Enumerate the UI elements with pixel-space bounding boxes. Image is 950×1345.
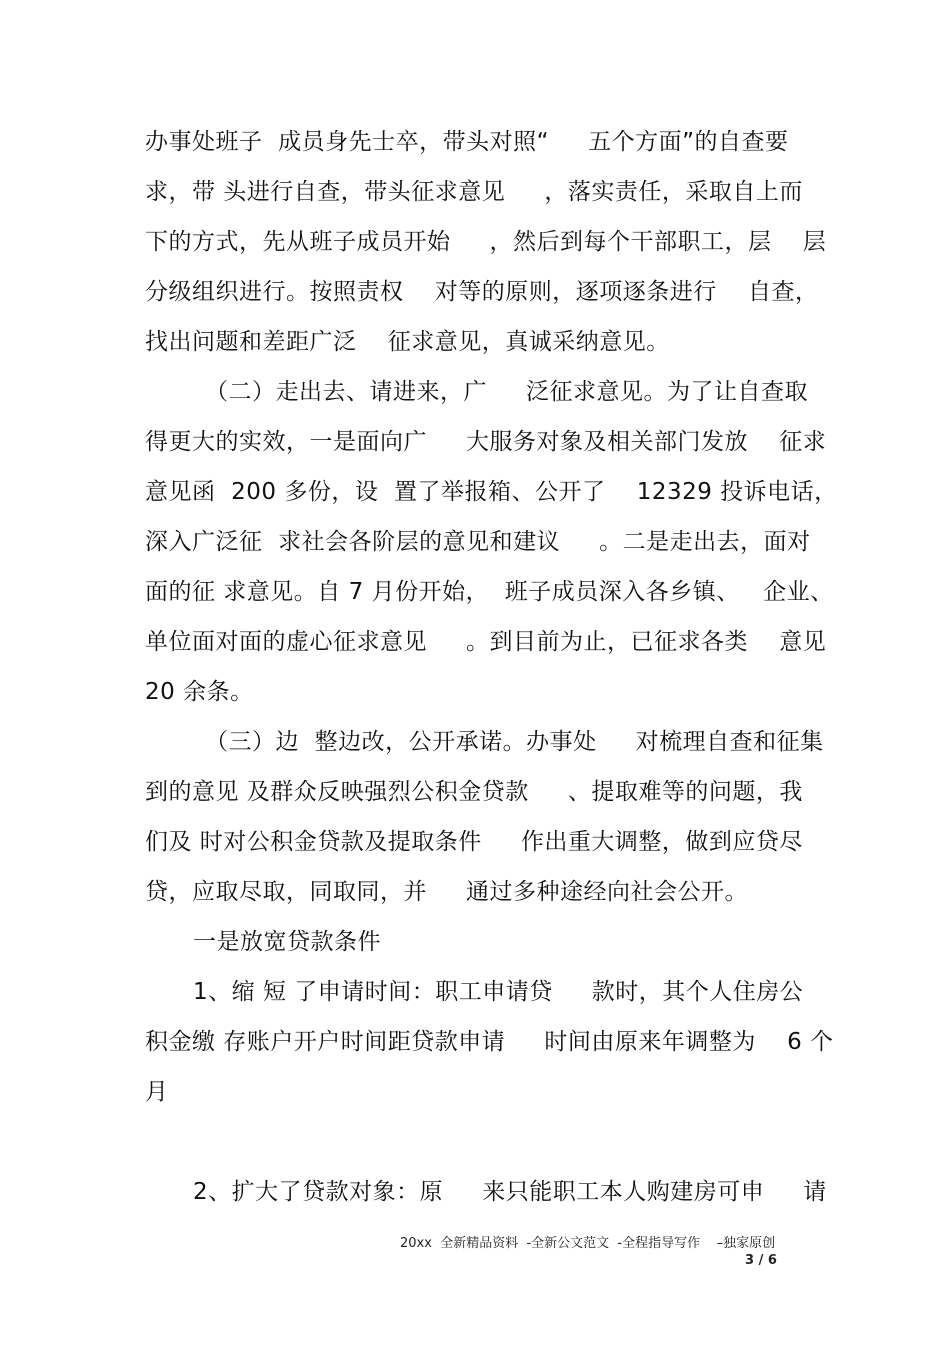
paragraph-line: 找出问题和差距广泛 征求意见，真诚采纳意见。 — [145, 329, 670, 355]
paragraph-line: 深入广泛征 求社会各阶层的意见和建议 。二是走出去，面对 — [145, 529, 811, 555]
paragraph-line: 办事处班子 成员身先士卒，带头对照“ 五个方面”的自查要 — [145, 129, 789, 155]
footer-text: 20xx 全新精品资料 -全新公文范文 -全程指导写作 –独家原创 — [400, 1236, 776, 1251]
paragraph-line: 月 — [145, 1079, 169, 1105]
paragraph-line: 20 余条。 — [145, 679, 254, 705]
paragraph-line: 积金缴 存账户开户时间距贷款申请 时间由原来年调整为 6 个 — [145, 1029, 834, 1055]
section-heading-line: （二）走出去、请进来，广 泛征求意见。为了让自查取 — [205, 379, 809, 405]
list-item-line: 2、扩大了贷款对象：原 来只能职工本人购建房可申 请 — [193, 1179, 827, 1205]
paragraph-line: 面的征 求意见。自 7 月份开始， 班子成员深入各乡镇、 企业、 — [145, 579, 834, 605]
paragraph-line: 们及 时对公积金贷款及提取条件 作出重大调整，做到应贷尽 — [145, 829, 803, 855]
paragraph-line: 意见函 200 多份，设 置了举报箱、公开了 12329 投诉电话， — [145, 479, 838, 505]
paragraph-line: 单位面对面的虚心征求意见 。到目前为止，已征求各类 意见 — [145, 629, 827, 655]
page-number: 3 / 6 — [745, 1253, 777, 1268]
paragraph-line: 求，带 头进行自查，带头征求意见 ，落实责任，采取自上而 — [145, 179, 803, 205]
list-item-line: 1、缩 短 了申请时间：职工申请贷 款时，其个人住房公 — [193, 979, 804, 1005]
subheading-line: 一是放宽贷款条件 — [193, 929, 381, 955]
paragraph-line: 贷，应取尽取，同取同，并 通过多种途经向社会公开。 — [145, 879, 749, 905]
section-heading-line: （三）边 整边改，公开承诺。办事处 对梳理自查和征集 — [205, 729, 824, 755]
paragraph-line: 到的意见 及群众反映强烈公积金贷款 、提取难等的问题，我 — [145, 779, 803, 805]
paragraph-line: 得更大的实效，一是面向广 大服务对象及相关部门发放 征求 — [145, 429, 827, 455]
paragraph-line: 分级组织进行。按照责权 对等的原则，逐项逐条进行 自查， — [145, 279, 819, 305]
paragraph-line: 下的方式，先从班子成员开始 ，然后到每个干部职工，层 层 — [145, 229, 827, 255]
